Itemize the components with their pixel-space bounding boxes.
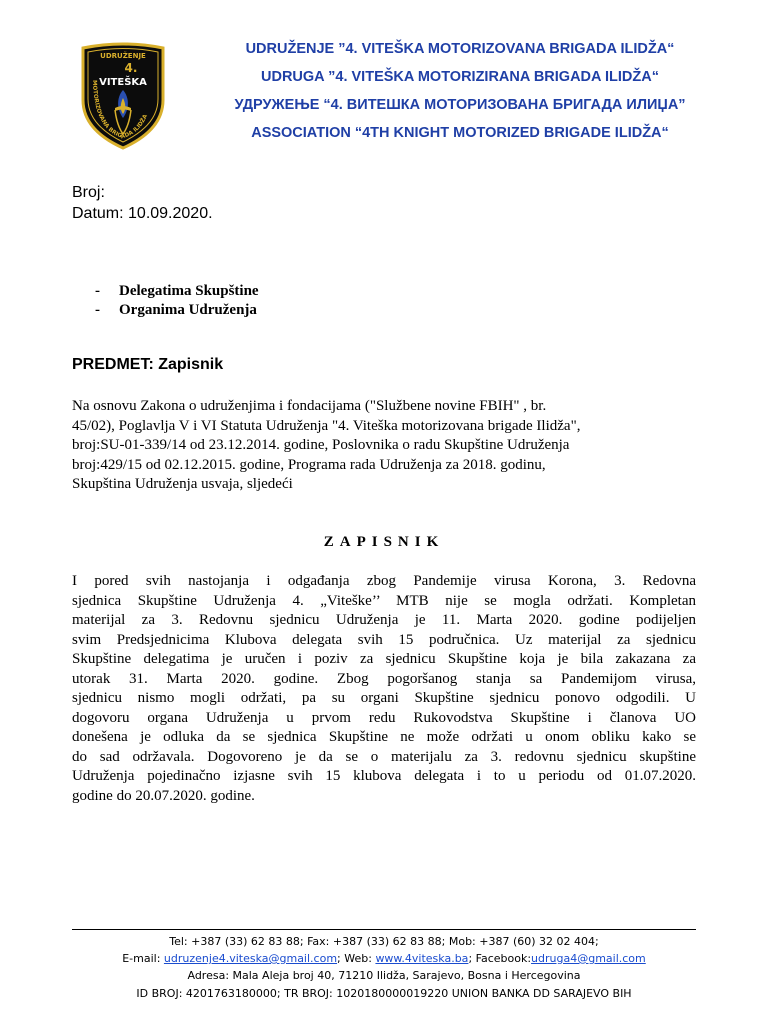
facebook-link[interactable]: udruga4@gmail.com <box>531 952 646 965</box>
paragraph-line: broj:429/15 od 02.12.2015. godine, Programa rada Udruženja za 2018. godinu, <box>72 456 546 473</box>
subject-label: PREDMET: <box>72 356 154 373</box>
paragraph-line: 45/02), Poglavlja V i VI Statuta Udruženja "4. Viteška motorizovana brigade Ilidža", <box>72 417 581 434</box>
paragraph-line: svim Predsjednicima Klubova delegata svih 15 područnica. Uz materijal za sjednicu <box>72 631 696 648</box>
paragraph-line: Udruženja pojedinačno izjasne svih 15 klubova delegata i to u periodu od 01.07.2020. <box>72 768 696 784</box>
logo-number: 4. <box>124 61 138 75</box>
header-line-3: УДРУЖЕЊЕ “4. ВИТЕШКА МОТОРИЗОВАНА БРИГАДА ИЛИЏА” <box>234 97 686 113</box>
body-paragraph <box>72 572 696 806</box>
header-line-4: ASSOCIATION “4TH KNIGHT MOTORIZED BRIGADE ILIDŽA“ <box>251 125 669 141</box>
recipient-label: Organima Udruženja <box>119 302 257 318</box>
paragraph-line: utorak 31. Marta 2020. godine. Zbog pogoršanog stanja sa Pandemijom virusa, <box>72 670 696 687</box>
logo-top-text: UDRUŽENJE <box>100 52 146 60</box>
paragraph-line: I pored svih nastojanja i odgađanja zbog Pandemije virusa Korona, 3. Redovna <box>72 573 696 589</box>
recipient-item: - Delegatima Skupštine <box>95 283 259 299</box>
email-link[interactable]: udruzenje4.viteska@gmail.com <box>163 952 338 965</box>
paragraph-line: Na osnovu Zakona o udruženjima i fondacijama ("Službene novine FBIH" , br. <box>72 398 547 414</box>
paragraph-line: broj:SU-01-339/14 od 23.12.2014. godine, Poslovnika o radu Skupštine Udruženja <box>72 437 570 453</box>
footer-address: Adresa: Mala Aleja broj 40, 71210 Ilidža, Sarajevo, Bosna i Hercegovina <box>187 969 581 982</box>
paragraph-line: do sad održavala. Dogovoreno je da se o materijalu za 3. redovnu sjednicu skupštine <box>72 748 696 765</box>
email-label: E-mail: <box>122 952 161 965</box>
facebook-label: ; Facebook: <box>468 952 532 965</box>
footer-ids: ID BROJ: 4201763180000; TR BROJ: 1020180000019220 UNION BANKA DD SARAJEVO BIH <box>136 987 632 1000</box>
header-line-2: UDRUGA ”4. VITEŠKA MOTORIZIRANA BRIGADA ILIDŽA“ <box>261 69 659 85</box>
footer-contact: Tel: +387 (33) 62 83 88; Fax: +387 (33) 62 83 88; Mob: +387 (60) 32 02 404; <box>169 935 599 948</box>
subject-value: Zapisnik <box>158 356 224 373</box>
footer-divider <box>72 929 696 930</box>
logo-ring-text: MOTORIZOVANA BRIGADA ILIDŽA <box>90 80 149 141</box>
header-line-1: UDRUŽENJE ”4. VITEŠKA MOTORIZOVANA BRIGADA ILIDŽA“ <box>245 41 675 57</box>
recipient-item: - Organima Udruženja <box>95 302 257 318</box>
paragraph-line: dogovoru organa Udruženja u prvom redu Rukovodstva Skupštine i članova UO <box>72 709 696 726</box>
subject-line <box>72 356 223 374</box>
document-title: ZAPISNIK <box>323 534 445 550</box>
paragraph-line: Skupštine delegatima je uručen i poziv za sjednicu Skupštine koja je bila zakazana za <box>72 651 696 667</box>
paragraph-line: materijal za 3. Redovnu sjednicu Udruženja je 11. Marta 2020. godine podijeljen <box>72 612 696 628</box>
paragraph-line: donešena je odluka da se sjednica Skupštine ne može održati u onom obliku kako se <box>72 729 696 745</box>
paragraph-line: Skupština Udruženja usvaja, sljedeći <box>72 476 293 492</box>
association-logo <box>79 38 167 150</box>
web-label: ; Web: <box>337 952 372 965</box>
paragraph-line: godine do 20.07.2020. godine. <box>72 787 255 804</box>
logo-middle-text: VITEŠKA <box>99 77 147 88</box>
broj-label: Broj: <box>72 184 105 201</box>
web-link[interactable]: www.4viteska.ba <box>375 952 469 965</box>
footer-links <box>0 950 768 968</box>
datum: Datum: 10.09.2020. <box>72 205 213 222</box>
intro-paragraph <box>72 397 696 495</box>
paragraph-line: sjednica Skupštine Udruženja 4. „Viteške’’ MTB nije se mogla održati. Kompletan <box>72 592 696 609</box>
recipient-label: Delegatima Skupštine <box>119 283 259 299</box>
paragraph-line: sjednicu nismo mogli održati, pa su organi Skupštine sjednicu ponovo odgodili. U <box>72 690 696 706</box>
